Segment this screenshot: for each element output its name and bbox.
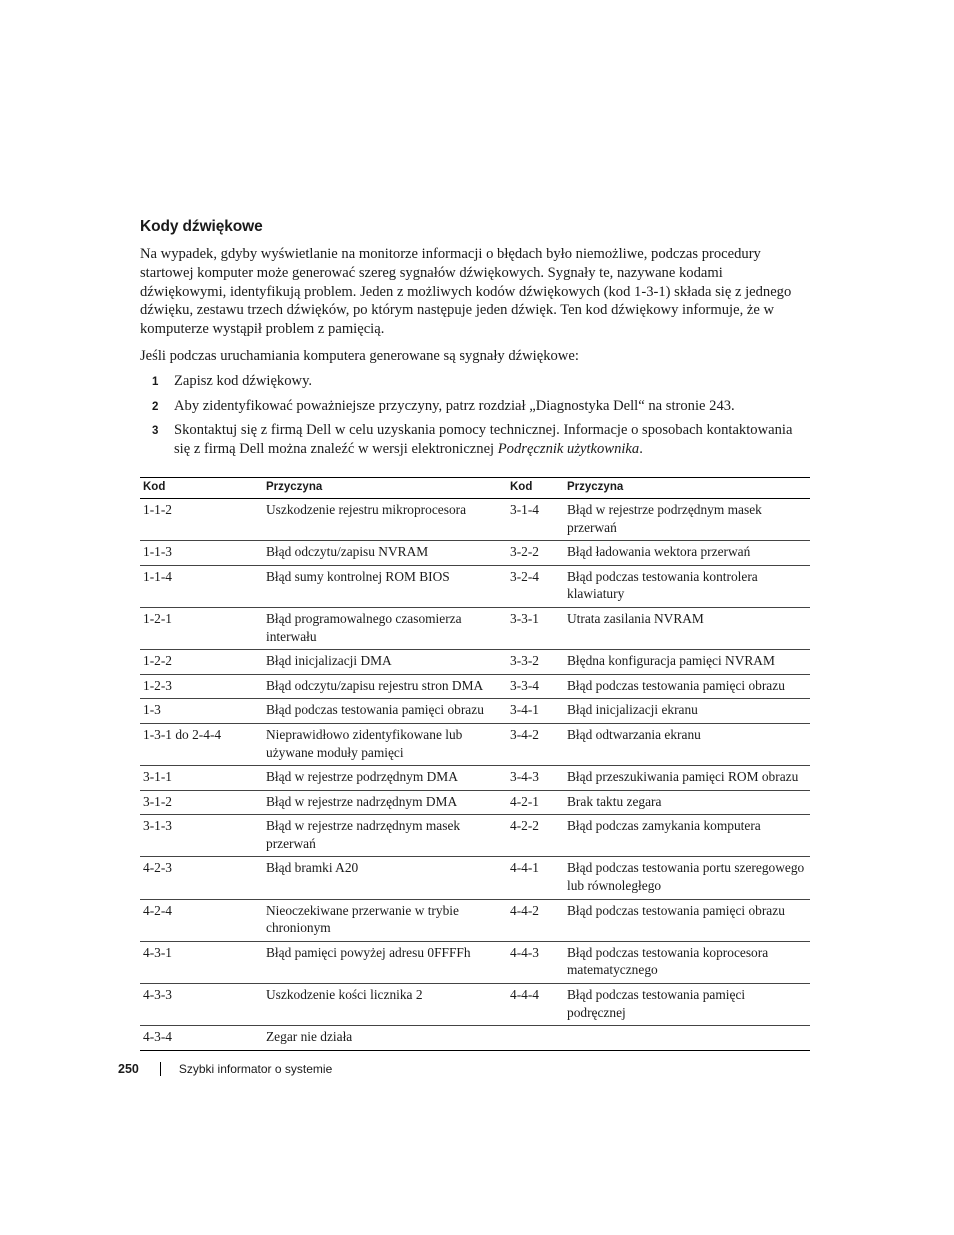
- code-cell: 3-1-4: [507, 498, 564, 540]
- cause-cell: Brak taktu zegara: [564, 790, 810, 815]
- code-cell: 4-4-4: [507, 984, 564, 1026]
- table-row: [140, 650, 810, 675]
- step-text: Skontaktuj się z firmą Dell w celu uzyskania pomocy technicznej. Informacje o sposobach kontaktowania się z firmą Dell można znaleźć w wersji elektronicznej: [174, 422, 793, 458]
- code-cell: 3-3-4: [507, 674, 564, 699]
- cause-cell: Zegar nie działa: [263, 1026, 507, 1051]
- lead-paragraph: Jeśli podczas uruchamiania komputera generowane są sygnały dźwiękowe:: [140, 347, 579, 364]
- intro-paragraph: Na wypadek, gdyby wyświetlanie na monitorze informacji o błędach było niemożliwe, podczas procedury startowej komputer może generować szereg sygnałów dźwiękowych. Sygnały te, nazywane kodami dźwiękowymi, identyfikują problem. Jeden z możliwych kodów dźwiękowych (kod 1-3-1) składa się z jednego dźwięku, zestawu trzech dźwięków, po którym następuje jeden dźwięk. Ten kod dźwiękowy informuje, że w komputerze wystąpił problem z pamięcią.: [140, 246, 792, 338]
- code-cell: 1-2-3: [140, 674, 263, 699]
- table-row: [140, 565, 810, 607]
- section-title: Kody dźwiękowe: [140, 218, 263, 235]
- step-text: Zapisz kod dźwiękowy.: [174, 372, 313, 389]
- beep-codes-table: [140, 477, 810, 1051]
- table-row: [140, 541, 810, 566]
- code-cell: 1-3-1 do 2-4-4: [140, 723, 263, 765]
- cause-cell: Błąd inicjalizacji ekranu: [564, 699, 810, 724]
- cause-cell: Błąd sumy kontrolnej ROM BIOS: [263, 565, 507, 607]
- code-cell: 3-3-2: [507, 650, 564, 675]
- code-cell: 4-2-3: [140, 857, 263, 899]
- code-cell: 4-3-3: [140, 984, 263, 1026]
- step-item: [140, 397, 812, 416]
- table-row: [140, 766, 810, 791]
- cause-cell: Błąd podczas testowania pamięci podręcznej: [564, 984, 810, 1026]
- header-code-1: Kod: [140, 477, 263, 498]
- code-cell: 4-2-4: [140, 899, 263, 941]
- page-number: 250: [118, 1062, 139, 1076]
- table-row: [140, 699, 810, 724]
- table-row: [140, 607, 810, 649]
- cause-cell: Błąd podczas testowania pamięci obrazu: [263, 699, 507, 724]
- code-cell: [507, 1026, 564, 1051]
- code-cell: 1-2-1: [140, 607, 263, 649]
- header-code-2: Kod: [507, 477, 564, 498]
- code-cell: 3-1-2: [140, 790, 263, 815]
- header-cause-1: Przyczyna: [263, 477, 507, 498]
- cause-cell: [564, 1026, 810, 1051]
- code-cell: 1-3: [140, 699, 263, 724]
- step-text-emphasis: Podręcznik użytkownika: [497, 441, 640, 458]
- table-row: [140, 790, 810, 815]
- cause-cell: Błąd podczas testowania pamięci obrazu: [564, 899, 810, 941]
- cause-cell: Uszkodzenie rejestru mikroprocesora: [263, 498, 507, 540]
- code-cell: 3-3-1: [507, 607, 564, 649]
- code-cell: 3-1-3: [140, 815, 263, 857]
- table-row: [140, 899, 810, 941]
- cause-cell: Błąd w rejestrze podrzędnym masek przerwań: [564, 498, 810, 540]
- step-number: 2: [152, 400, 159, 413]
- step-item: [140, 372, 812, 391]
- table-row: [140, 857, 810, 899]
- code-cell: 4-4-1: [507, 857, 564, 899]
- table-row: [140, 674, 810, 699]
- cause-cell: Błąd w rejestrze nadrzędnym masek przerwań: [263, 815, 507, 857]
- cause-cell: Błąd podczas testowania portu szeregowego lub równoległego: [564, 857, 810, 899]
- code-cell: 1-1-3: [140, 541, 263, 566]
- code-cell: 4-3-1: [140, 941, 263, 983]
- steps-list: [140, 372, 812, 459]
- table-row: [140, 498, 810, 540]
- cause-cell: Błąd pamięci powyżej adresu 0FFFFh: [263, 941, 507, 983]
- step-number: 3: [152, 425, 159, 438]
- cause-cell: Błąd podczas zamykania komputera: [564, 815, 810, 857]
- code-cell: 3-2-2: [507, 541, 564, 566]
- cause-cell: Nieoczekiwane przerwanie w trybie chronionym: [263, 899, 507, 941]
- code-cell: 4-2-2: [507, 815, 564, 857]
- table-header-row: [140, 477, 810, 498]
- code-cell: 1-2-2: [140, 650, 263, 675]
- page-footer: [118, 1062, 332, 1076]
- footer-separator: [160, 1062, 161, 1076]
- code-cell: 3-4-1: [507, 699, 564, 724]
- table-row: [140, 815, 810, 857]
- code-cell: 1-1-2: [140, 498, 263, 540]
- code-cell: 3-4-2: [507, 723, 564, 765]
- cause-cell: Błąd podczas testowania koprocesora matematycznego: [564, 941, 810, 983]
- cause-cell: Błąd odczytu/zapisu rejestru stron DMA: [263, 674, 507, 699]
- table-row: [140, 941, 810, 983]
- code-cell: 4-2-1: [507, 790, 564, 815]
- code-cell: 3-2-4: [507, 565, 564, 607]
- cause-cell: Błąd bramki A20: [263, 857, 507, 899]
- beep-codes-table-wrap: [140, 477, 812, 1051]
- code-cell: 4-4-2: [507, 899, 564, 941]
- cause-cell: Błąd inicjalizacji DMA: [263, 650, 507, 675]
- step-text-end: .: [639, 441, 643, 458]
- cause-cell: Błąd podczas testowania kontrolera klawiatury: [564, 565, 810, 607]
- cause-cell: Błąd ładowania wektora przerwań: [564, 541, 810, 566]
- cause-cell: Błąd w rejestrze podrzędnym DMA: [263, 766, 507, 791]
- cause-cell: Błąd programowalnego czasomierza interwału: [263, 607, 507, 649]
- cause-cell: Błąd podczas testowania pamięci obrazu: [564, 674, 810, 699]
- cause-cell: Błędna konfiguracja pamięci NVRAM: [564, 650, 810, 675]
- cause-cell: Błąd w rejestrze nadrzędnym DMA: [263, 790, 507, 815]
- step-number: 1: [152, 375, 159, 388]
- table-row: [140, 984, 810, 1026]
- code-cell: 1-1-4: [140, 565, 263, 607]
- table-row: [140, 1026, 810, 1051]
- table-row: [140, 723, 810, 765]
- cause-cell: Błąd odczytu/zapisu NVRAM: [263, 541, 507, 566]
- cause-cell: Utrata zasilania NVRAM: [564, 607, 810, 649]
- cause-cell: Błąd przeszukiwania pamięci ROM obrazu: [564, 766, 810, 791]
- code-cell: 4-3-4: [140, 1026, 263, 1051]
- step-item: [140, 421, 812, 459]
- cause-cell: Nieprawidłowo zidentyfikowane lub używane moduły pamięci: [263, 723, 507, 765]
- header-cause-2: Przyczyna: [564, 477, 810, 498]
- table-body: [140, 498, 810, 1050]
- footer-section-name: Szybki informator o systemie: [178, 1062, 333, 1076]
- cause-cell: Błąd odtwarzania ekranu: [564, 723, 810, 765]
- page-content: [140, 218, 812, 1051]
- code-cell: 3-1-1: [140, 766, 263, 791]
- cause-cell: Uszkodzenie kości licznika 2: [263, 984, 507, 1026]
- step-text: Aby zidentyfikować poważniejsze przyczyny, patrz rozdział „Diagnostyka Dell“ na stronie 243.: [174, 397, 735, 414]
- code-cell: 3-4-3: [507, 766, 564, 791]
- code-cell: 4-4-3: [507, 941, 564, 983]
